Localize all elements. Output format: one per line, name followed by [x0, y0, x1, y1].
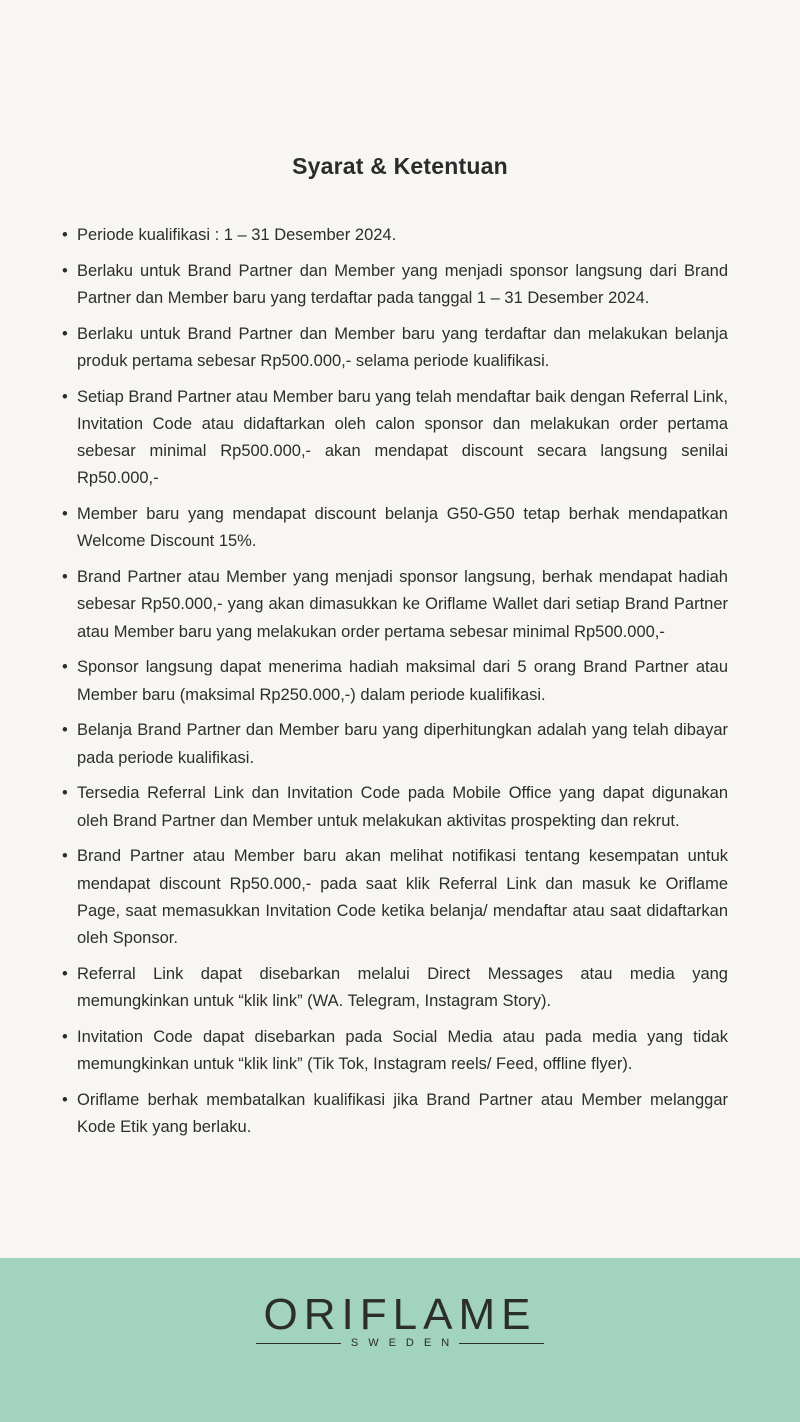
oriflame-logo: ORIFLAME [263, 1290, 537, 1339]
term-item: • Periode kualifikasi : 1 – 31 Desember 2024. [60, 222, 728, 249]
term-item: • Referral Link dapat disebarkan melalui Direct Messages atau media yang memungkinkan untuk “klik link” (WA. Telegram, Instagram Story). [60, 961, 728, 1015]
logo-subline [256, 1333, 544, 1353]
logo-divider-right [459, 1343, 544, 1344]
term-item: • Sponsor langsung dapat menerima hadiah maksimal dari 5 orang Brand Partner atau Member baru (maksimal Rp250.000,-) dalam periode kualifikasi. [60, 654, 728, 708]
term-item: • Setiap Brand Partner atau Member baru yang telah mendaftar baik dengan Referral Link, Invitation Code atau didaftarkan oleh calon sponsor dan melakukan order pertama sebesar minimal Rp500.000,- akan mendapat discount secara langsung senilai Rp50.000,- [60, 384, 728, 493]
term-item: • Member baru yang mendapat discount belanja G50-G50 tetap berhak mendapatkan Welcome Discount 15%. [60, 501, 728, 555]
terms-list [60, 222, 728, 1150]
term-item: • Brand Partner atau Member yang menjadi sponsor langsung, berhak mendapat hadiah sebesar Rp50.000,- yang akan dimasukkan ke Oriflame Wallet dari setiap Brand Partner atau Member baru yang melakukan order pertama sebesar minimal Rp500.000,- [60, 564, 728, 646]
term-item: • Oriflame berhak membatalkan kualifikasi jika Brand Partner atau Member melanggar Kode Etik yang berlaku. [60, 1087, 728, 1141]
term-item: • Berlaku untuk Brand Partner dan Member yang menjadi sponsor langsung dari Brand Partner dan Member baru yang terdaftar pada tanggal 1 – 31 Desember 2024. [60, 258, 728, 312]
term-item: • Tersedia Referral Link dan Invitation Code pada Mobile Office yang dapat digunakan oleh Brand Partner dan Member untuk melakukan aktivitas prospekting dan rekrut. [60, 780, 728, 834]
term-item: • Brand Partner atau Member baru akan melihat notifikasi tentang kesempatan untuk mendapat discount Rp50.000,- pada saat klik Referral Link dan masuk ke Oriflame Page, saat memasukkan Invitation Code ketika belanja/ mendaftar atau saat didaftarkan oleh Sponsor. [60, 843, 728, 952]
page-title: Syarat & Ketentuan [292, 153, 508, 179]
term-item: • Invitation Code dapat disebarkan pada Social Media atau pada media yang tidak memungkinkan untuk “klik link” (Tik Tok, Instagram reels/ Feed, offline flyer). [60, 1024, 728, 1078]
brand-footer [0, 1258, 800, 1422]
logo-subtitle: SWEDEN [350, 1337, 460, 1349]
term-item: • Belanja Brand Partner dan Member baru yang diperhitungkan adalah yang telah dibayar pada periode kualifikasi. [60, 717, 728, 771]
term-item: • Berlaku untuk Brand Partner dan Member baru yang terdaftar dan melakukan belanja produk pertama sebesar Rp500.000,- selama periode kualifikasi. [60, 321, 728, 375]
logo-divider-left [256, 1343, 341, 1344]
